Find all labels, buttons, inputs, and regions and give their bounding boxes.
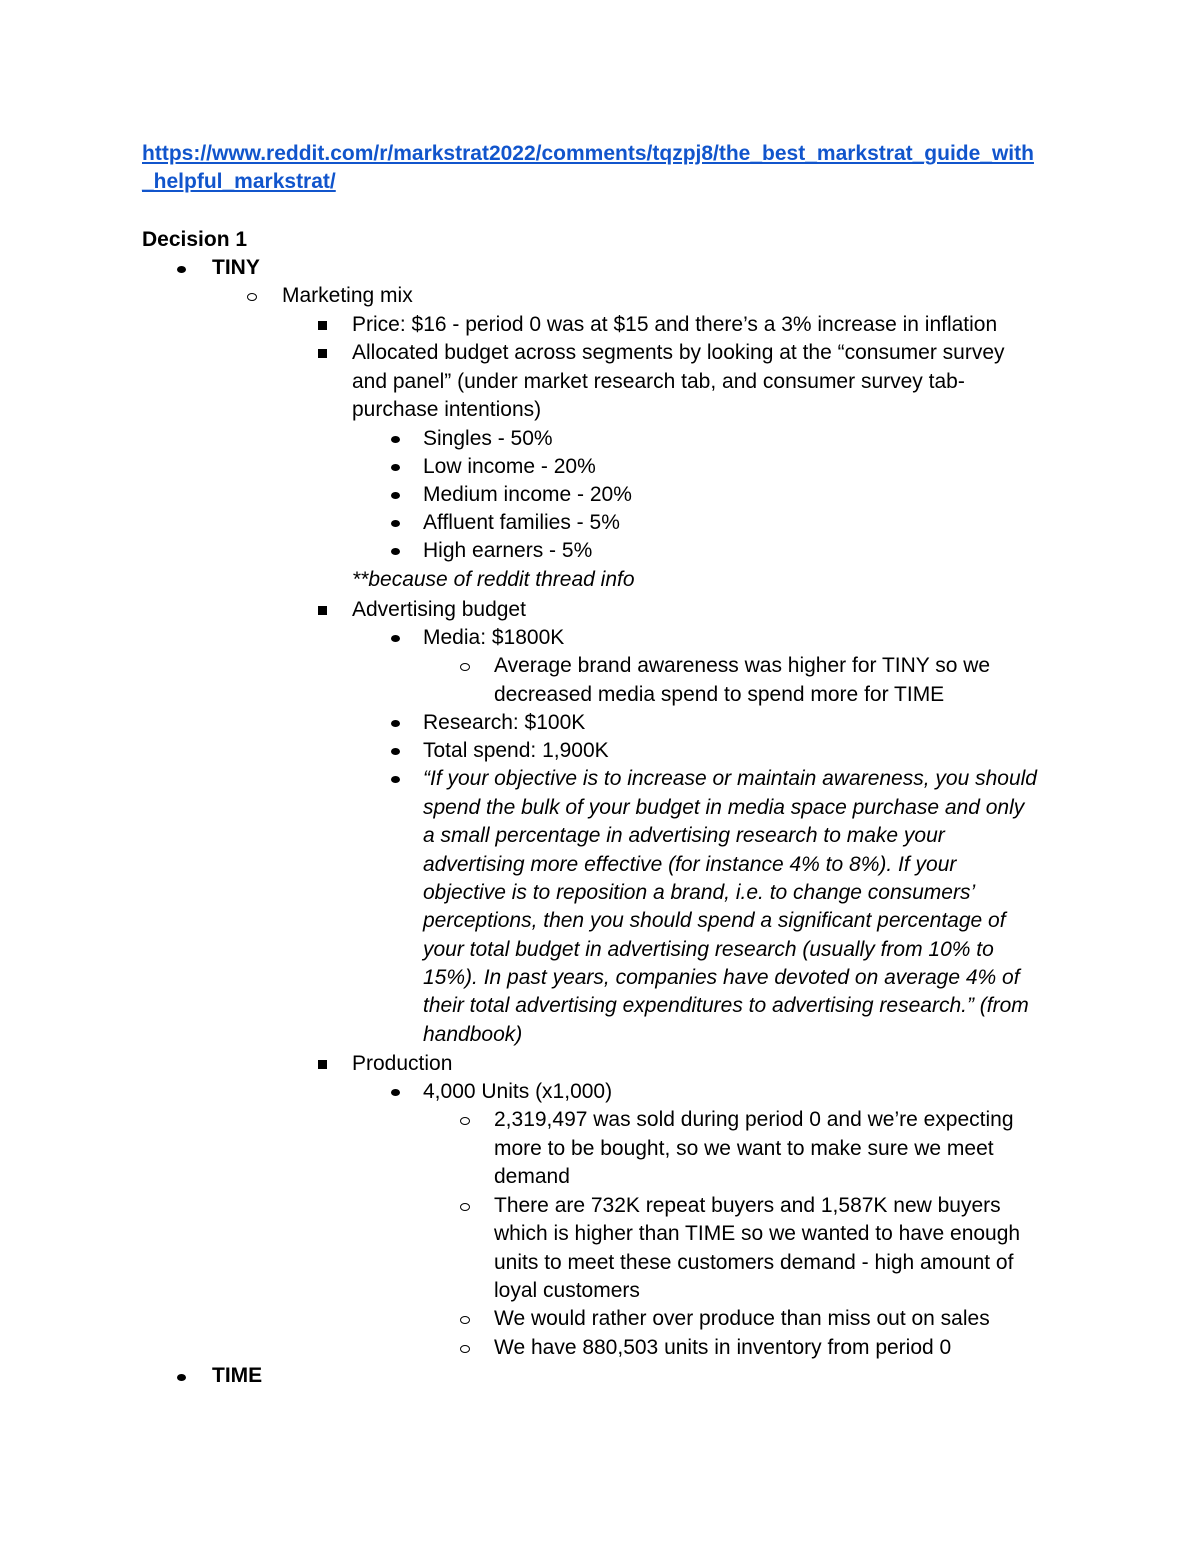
price-item: Price: $16 - period 0 was at $15 and there’s a 3% increase in inflation xyxy=(352,313,998,336)
production-note-line: which is higher than TIME so we wanted to have enough xyxy=(494,1222,1021,1245)
reddit-link-continued[interactable]: _helpful_markstrat/ xyxy=(142,170,336,193)
bullet-disc-icon xyxy=(391,492,400,499)
marketing-mix-label: Marketing mix xyxy=(282,284,413,307)
bullet-disc-icon xyxy=(391,436,400,443)
production-note-line: demand xyxy=(494,1165,570,1188)
bullet-disc-icon xyxy=(391,520,400,527)
production-note-line: We would rather over produce than miss out on sales xyxy=(494,1307,990,1330)
media-note-line2: decreased media spend to spend more for TIME xyxy=(494,683,945,706)
bullet-disc-icon xyxy=(391,748,400,755)
bullet-square-icon xyxy=(318,349,327,358)
production-note-line: more to be bought, so we want to make sure we meet xyxy=(494,1137,994,1160)
total-spend-item: Total spend: 1,900K xyxy=(423,739,609,762)
bullet-disc-icon xyxy=(391,776,400,783)
production-note-line: 2,319,497 was sold during period 0 and we’re expecting xyxy=(494,1108,1014,1131)
handbook-quote-line: objective is to reposition a brand, i.e. to change consumers’ xyxy=(423,881,976,904)
bullet-circle-icon xyxy=(460,1117,470,1125)
bullet-circle-icon xyxy=(247,293,257,301)
budget-item-line2: and panel” (under market research tab, and consumer survey tab- xyxy=(352,370,965,393)
production-item: Production xyxy=(352,1052,453,1075)
bullet-square-icon xyxy=(318,1060,327,1069)
bullet-disc-icon xyxy=(391,720,400,727)
decision-heading: Decision 1 xyxy=(142,228,248,251)
bullet-disc-icon xyxy=(391,548,400,555)
bullet-square-icon xyxy=(318,321,327,330)
segment-item: Affluent families - 5% xyxy=(423,511,620,534)
product-time-label: TIME xyxy=(212,1364,263,1387)
handbook-quote-line: “If your objective is to increase or maintain awareness, you should xyxy=(423,767,1037,790)
advertising-budget-item: Advertising budget xyxy=(352,598,526,621)
production-note-line: We have 880,503 units in inventory from period 0 xyxy=(494,1336,952,1359)
handbook-quote-line: a small percentage in advertising research to make your xyxy=(423,824,945,847)
handbook-quote-line: their total advertising expenditures to advertising research.” (from xyxy=(423,994,1029,1017)
production-note-line: loyal customers xyxy=(494,1279,640,1302)
reddit-link[interactable]: https://www.reddit.com/r/markstrat2022/comments/tqzpj8/the_best_markstrat_guide_with xyxy=(142,142,1034,165)
reddit-note: **because of reddit thread info xyxy=(352,568,635,591)
handbook-quote-line: 15%). In past years, companies have devoted on average 4% of xyxy=(423,966,1020,989)
units-item: 4,000 Units (x1,000) xyxy=(423,1080,613,1103)
bullet-circle-icon xyxy=(460,1316,470,1324)
production-note-line: units to meet these customers demand - high amount of xyxy=(494,1251,1014,1274)
budget-item-line1: Allocated budget across segments by looking at the “consumer survey xyxy=(352,341,1005,364)
segment-item: High earners - 5% xyxy=(423,539,593,562)
handbook-quote-line: your total budget in advertising research (usually from 10% to xyxy=(423,938,994,961)
media-note-line1: Average brand awareness was higher for TINY so we xyxy=(494,654,991,677)
bullet-disc-icon xyxy=(177,1374,186,1381)
product-tiny-label: TINY xyxy=(212,256,260,279)
handbook-quote-line: spend the bulk of your budget in media space purchase and only xyxy=(423,796,1025,819)
bullet-disc-icon xyxy=(391,464,400,471)
bullet-disc-icon xyxy=(391,635,400,642)
research-item: Research: $100K xyxy=(423,711,586,734)
segment-item: Singles - 50% xyxy=(423,427,553,450)
bullet-square-icon xyxy=(318,606,327,615)
production-note-line: There are 732K repeat buyers and 1,587K new buyers xyxy=(494,1194,1001,1217)
segment-item: Medium income - 20% xyxy=(423,483,632,506)
bullet-circle-icon xyxy=(460,1203,470,1211)
handbook-quote-line: advertising more effective (for instance 4% to 8%). If your xyxy=(423,853,957,876)
budget-item-line3: purchase intentions) xyxy=(352,398,542,421)
bullet-circle-icon xyxy=(460,1345,470,1353)
handbook-quote-line: perceptions, then you should spend a significant percentage of xyxy=(423,909,1006,932)
handbook-quote-line: handbook) xyxy=(423,1023,523,1046)
media-item: Media: $1800K xyxy=(423,626,565,649)
bullet-disc-icon xyxy=(177,266,186,273)
bullet-circle-icon xyxy=(460,663,470,671)
segment-item: Low income - 20% xyxy=(423,455,596,478)
bullet-disc-icon xyxy=(391,1089,400,1096)
